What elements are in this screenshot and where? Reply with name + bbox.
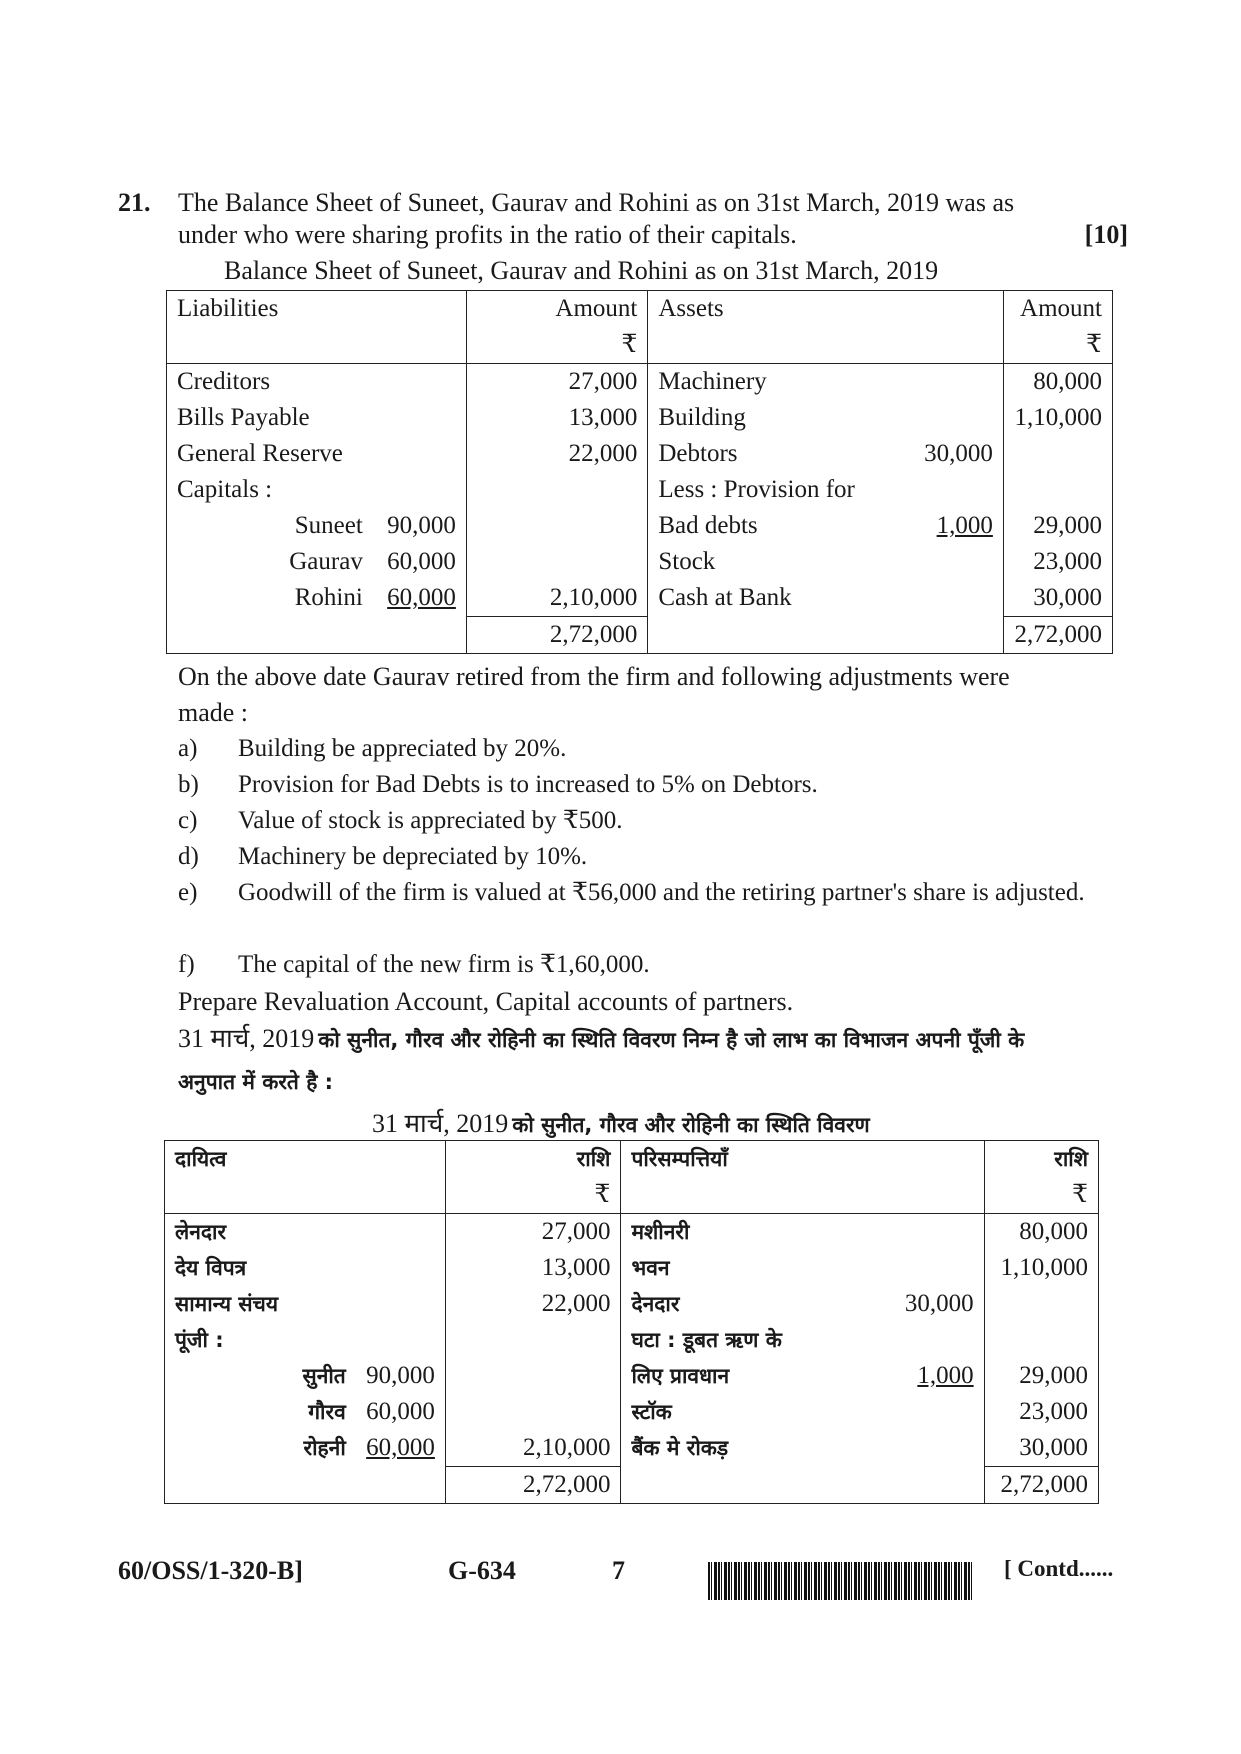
asset-sub-amount [874, 580, 1004, 617]
asset-amount: 30,000 [984, 1430, 1098, 1467]
liability-sub-amount [356, 1322, 446, 1358]
liability-label: Suneet [167, 508, 373, 544]
asset-sub-amount [874, 544, 1004, 580]
table-row [167, 436, 1113, 472]
asset-sub-amount [849, 1430, 985, 1467]
asset-sub-amount: 30,000 [924, 440, 993, 467]
asset-amount [984, 1322, 1098, 1358]
asset-amount: 1,10,000 [984, 1250, 1098, 1286]
hindi-intro-text: को सुनीत, गौरव और रोहिनी का स्थिति विवरण निम्न है जो लाभ का विभाजन अपनी पूँजी के [318, 1028, 1025, 1052]
asset-label: स्टॉक [621, 1394, 849, 1430]
asset-amount: 30,000 [1003, 580, 1112, 617]
rupee-symbol: ₹ [466, 327, 647, 364]
asset-amount [1003, 472, 1112, 508]
liability-sub-amount: 60,000 [387, 584, 456, 611]
adjustment-text: The capital of the new firm is ₹1,60,000. [238, 951, 650, 978]
liability-label: General Reserve [167, 436, 373, 472]
assets-total: 2,72,000 [984, 1467, 1098, 1504]
question-line-1: The Balance Sheet of Suneet, Gaurav and Rohini as on 31st March, 2019 was as [178, 188, 1015, 217]
asset-label: Debtors [648, 436, 874, 472]
asset-sub-amount [874, 472, 1004, 508]
asset-label: भवन [621, 1250, 849, 1286]
liability-sub-amount [356, 1214, 446, 1251]
liability-amount: 2,10,000 [445, 1430, 621, 1467]
total-row [167, 617, 1113, 654]
liability-sub-amount: 90,000 [387, 512, 456, 539]
liability-sub-amount [373, 364, 467, 401]
rupee-symbol: ₹ [1003, 327, 1112, 364]
liability-label: पूंजी : [165, 1322, 356, 1358]
marks: [10] [1084, 220, 1128, 249]
liability-label: Capitals : [167, 472, 373, 508]
page-number: 7 [612, 1556, 625, 1585]
liability-amount: 22,000 [466, 436, 647, 472]
header-liabilities: Liabilities [167, 291, 467, 328]
asset-amount [1003, 436, 1112, 472]
asset-amount: 29,000 [984, 1358, 1098, 1394]
hindi-intro-2: अनुपात में करते है : [178, 1070, 334, 1094]
asset-label: घटा : डूबत ऋण के [621, 1322, 849, 1358]
adjustment-key: e) [178, 879, 198, 906]
question-header [118, 188, 1128, 218]
liability-sub-amount: 90,000 [366, 1362, 435, 1389]
asset-label: Less : Provision for [648, 472, 874, 508]
asset-sub-amount [849, 1394, 985, 1430]
prepare-instruction: Prepare Revaluation Account, Capital accounts of partners. [178, 987, 794, 1016]
adjust-intro-2: made : [178, 698, 249, 727]
liability-sub-amount: 60,000 [366, 1398, 435, 1425]
asset-amount [984, 1286, 1098, 1322]
liability-amount: 27,000 [445, 1214, 621, 1251]
hindi-date: 31 मार्च, 2019 [178, 1024, 315, 1053]
asset-label: Building [648, 400, 874, 436]
adjustment-key: a) [178, 735, 198, 762]
asset-label: Stock [648, 544, 874, 580]
table-row [165, 1394, 1099, 1430]
question-line-2-row [178, 220, 1128, 250]
asset-sub-amount: 30,000 [904, 1290, 974, 1317]
liability-amount: 22,000 [445, 1286, 621, 1322]
table-title-hi [372, 1109, 870, 1139]
liability-label: गौरव [165, 1394, 356, 1430]
assets-total: 2,72,000 [1003, 617, 1112, 654]
liability-amount [466, 472, 647, 508]
asset-amount: 80,000 [1003, 364, 1112, 401]
liability-amount: 13,000 [466, 400, 647, 436]
asset-sub-amount: 1,000 [917, 1362, 974, 1389]
table-row [167, 580, 1113, 617]
liability-amount: 27,000 [466, 364, 647, 401]
adjustment-text: Goodwill of the firm is valued at ₹56,000 and the retiring partner's share is adjusted. [238, 879, 1085, 906]
adjustment-key: d) [178, 843, 199, 870]
liability-amount [466, 544, 647, 580]
asset-label: लिए प्रावधान [621, 1358, 849, 1394]
liability-label: Gaurav [167, 544, 373, 580]
adjustment-item [178, 770, 1118, 800]
table-row [165, 1214, 1099, 1251]
liability-sub-amount: 60,000 [366, 1434, 435, 1461]
header-row [167, 291, 1113, 328]
header-amount: Amount [466, 291, 647, 328]
adjustment-item [178, 842, 1118, 872]
table-row [165, 1250, 1099, 1286]
liabilities-total: 2,72,000 [445, 1467, 621, 1504]
liability-sub-amount [373, 472, 467, 508]
liability-label: देय विपत्र [165, 1250, 356, 1286]
asset-sub-amount [874, 400, 1004, 436]
hindi-intro-1 [178, 1024, 1118, 1054]
liability-sub-amount [373, 400, 467, 436]
rupee-symbol: ₹ [984, 1177, 1098, 1214]
adjust-intro-1: On the above date Gaurav retired from the firm and following adjustments were [178, 662, 1010, 691]
asset-amount: 1,10,000 [1003, 400, 1112, 436]
question-line-2: under who were sharing profits in the ratio of their capitals. [178, 220, 797, 249]
asset-label: देनदार [621, 1286, 849, 1322]
asset-amount: 23,000 [1003, 544, 1112, 580]
asset-label: Bad debts [648, 508, 874, 544]
liability-sub-amount: 60,000 [387, 548, 456, 575]
adjustment-item [178, 950, 1118, 980]
liability-amount [466, 508, 647, 544]
header-amount: राशि [984, 1141, 1098, 1178]
header-liabilities: दायित्व [165, 1141, 446, 1178]
balance-sheet-hi [164, 1140, 1099, 1504]
adjustment-text: Building be appreciated by 20%. [238, 735, 567, 762]
hindi-title-text: को सुनीत, गौरव और रोहिनी का स्थिति विवरण [512, 1113, 870, 1137]
liability-sub-amount [373, 436, 467, 472]
table-title-en: Balance Sheet of Suneet, Gaurav and Rohini as on 31st March, 2019 [224, 256, 939, 285]
adjustment-text: Provision for Bad Debts is to increased to 5% on Debtors. [238, 771, 818, 798]
asset-label: Machinery [648, 364, 874, 401]
asset-sub-amount: 1,000 [936, 512, 993, 539]
adjustment-text: Value of stock is appreciated by ₹500. [238, 807, 623, 834]
adjustment-key: c) [178, 807, 198, 834]
adjustment-key: b) [178, 771, 199, 798]
asset-amount: 23,000 [984, 1394, 1098, 1430]
liability-label: Bills Payable [167, 400, 373, 436]
table-row [165, 1358, 1099, 1394]
liability-amount [445, 1358, 621, 1394]
rupee-symbol: ₹ [445, 1177, 621, 1214]
total-row [165, 1467, 1099, 1504]
asset-amount: 29,000 [1003, 508, 1112, 544]
liability-sub-amount [356, 1250, 446, 1286]
table-row [167, 544, 1113, 580]
table-row [167, 364, 1113, 401]
liability-label: रोहनी [165, 1430, 356, 1467]
asset-sub-amount [849, 1250, 985, 1286]
asset-amount: 80,000 [984, 1214, 1098, 1251]
contd-label: [ Contd...... [1004, 1556, 1114, 1581]
adjustment-key: f) [178, 951, 195, 978]
liability-label: लेनदार [165, 1214, 356, 1251]
liability-amount [445, 1394, 621, 1430]
header-row [165, 1141, 1099, 1178]
liabilities-total: 2,72,000 [466, 617, 647, 654]
barcode [708, 1562, 972, 1600]
asset-sub-amount [874, 364, 1004, 401]
header-amount: Amount [1003, 291, 1112, 328]
adjustment-item [178, 806, 1118, 836]
liability-label: Creditors [167, 364, 373, 401]
header-assets: Assets [648, 291, 1004, 328]
asset-label: मशीनरी [621, 1214, 849, 1251]
asset-label: बैंक मे रोकड़ [621, 1430, 849, 1467]
table-row [165, 1322, 1099, 1358]
asset-sub-amount [849, 1214, 985, 1251]
question-number: 21. [118, 188, 151, 217]
table-row [167, 472, 1113, 508]
hindi-title-date: 31 मार्च, 2019 [372, 1109, 509, 1138]
liability-amount [445, 1322, 621, 1358]
table-row [165, 1286, 1099, 1322]
table-row [165, 1430, 1099, 1467]
liability-label: Rohini [167, 580, 373, 617]
asset-label: Cash at Bank [648, 580, 874, 617]
currency-row [167, 327, 1113, 364]
series-code: G-634 [448, 1556, 516, 1585]
liability-amount: 13,000 [445, 1250, 621, 1286]
table-row [167, 508, 1113, 544]
adjustment-text: Machinery be depreciated by 10%. [238, 843, 588, 870]
liability-sub-amount [356, 1286, 446, 1322]
paper-code: 60/OSS/1-320-B] [118, 1556, 303, 1585]
header-amount: राशि [445, 1141, 621, 1178]
liability-label: सामान्य संचय [165, 1286, 356, 1322]
currency-row [165, 1177, 1099, 1214]
balance-sheet-en [166, 290, 1113, 654]
header-assets: परिसम्पत्तियाँ [621, 1141, 984, 1178]
adjustment-item [178, 878, 1118, 908]
asset-sub-amount [849, 1322, 985, 1358]
table-row [167, 400, 1113, 436]
adjustment-item [178, 734, 1118, 764]
liability-label: सुनीत [165, 1358, 356, 1394]
liability-amount: 2,10,000 [466, 580, 647, 617]
